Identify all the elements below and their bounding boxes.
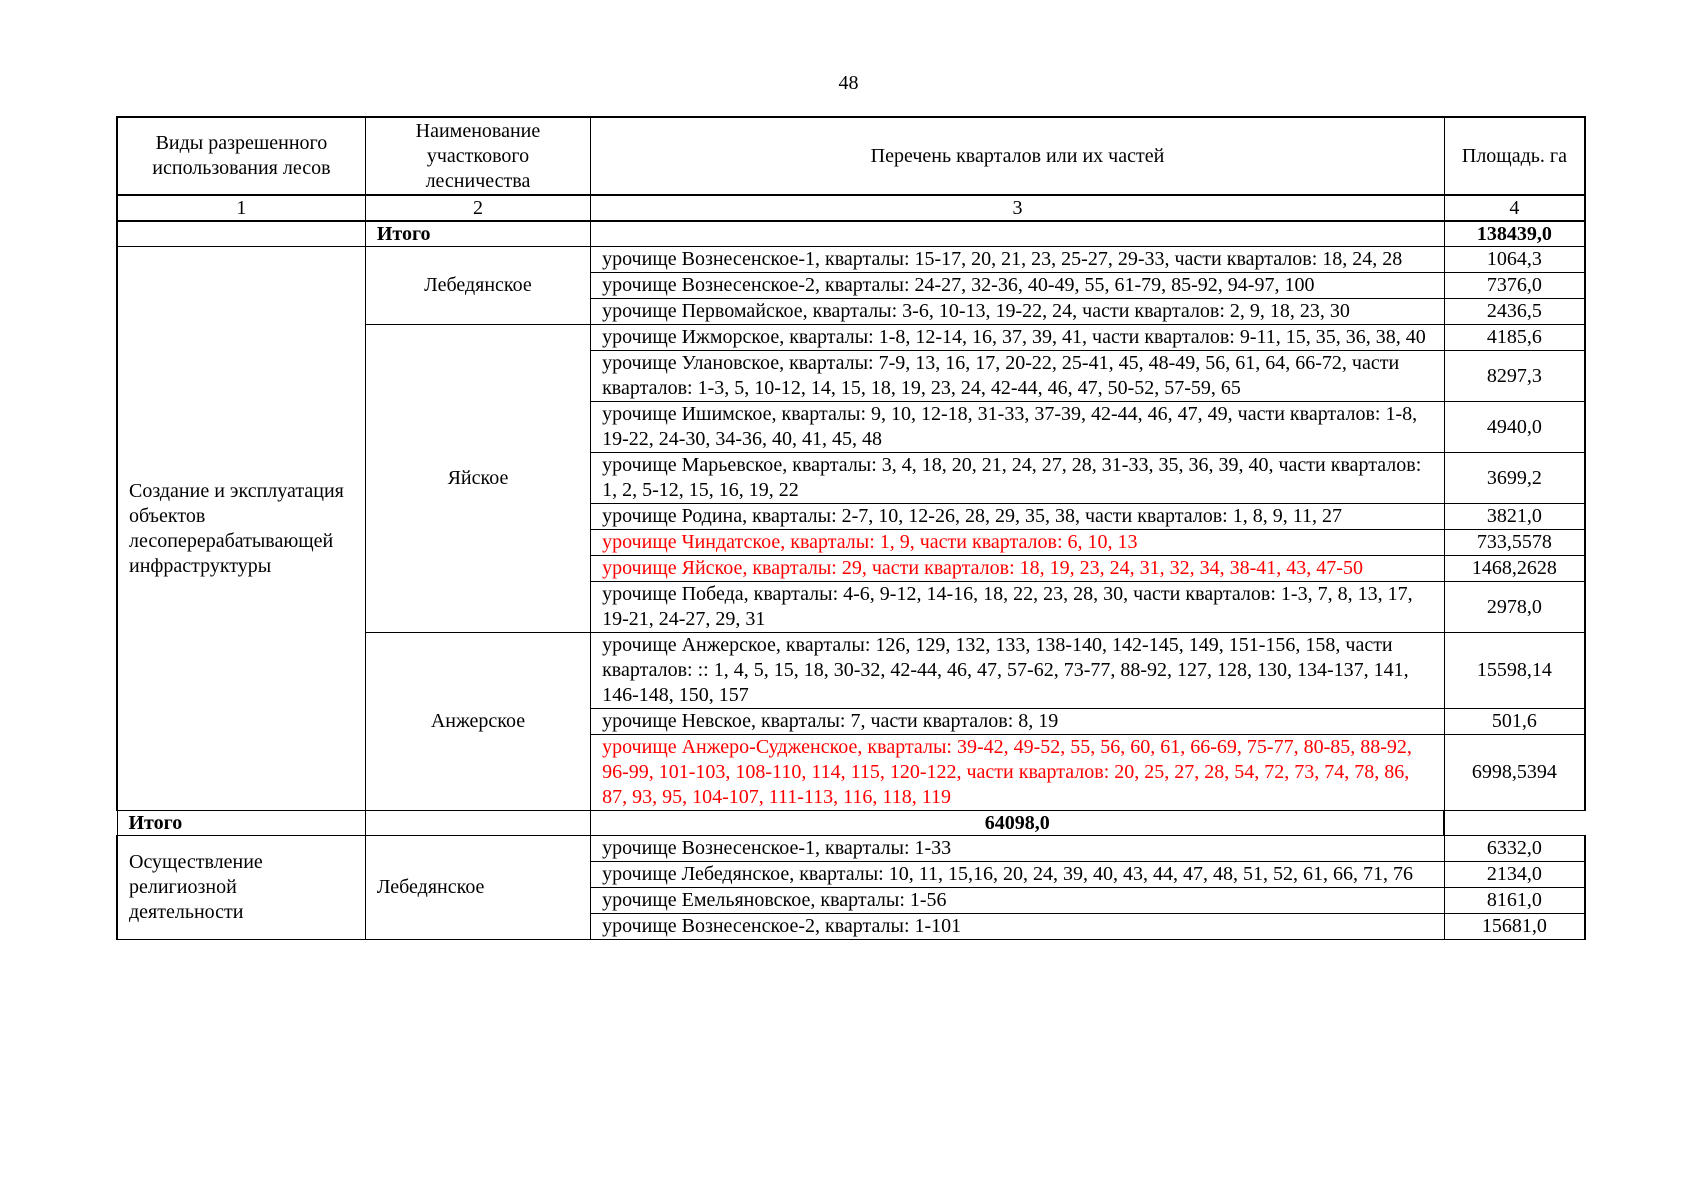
forestry-name-cell: Лебедянское (365, 836, 590, 940)
use-type-cell: Осуществление религиозной деятельности (117, 836, 365, 940)
total-label: Итого (365, 221, 590, 247)
quarters-cell: урочище Победа, кварталы: 4-6, 9-12, 14-16, 18, 22, 23, 28, 30, части кварталов: 1-3, 7, 8, 13, 17, 19-21, 24-27, 29, 31 (591, 582, 1445, 633)
area-cell: 1064,3 (1444, 247, 1585, 273)
area-cell: 1468,2628 (1444, 556, 1585, 582)
quarters-cell: урочище Марьевское, кварталы: 3, 4, 18, 20, 21, 24, 27, 28, 31-33, 35, 36, 39, 40, части кварталов: 1, 2, 5-12, 15, 16, 19, 22 (591, 453, 1445, 504)
area-cell: 501,6 (1444, 709, 1585, 735)
total-value: 64098,0 (591, 811, 1445, 836)
area-cell: 6998,5394 (1444, 735, 1585, 811)
column-number: 1 (117, 195, 365, 221)
header-forestry: Наименование участкового лесничества (365, 117, 590, 195)
area-cell: 4185,6 (1444, 325, 1585, 351)
table-row (117, 247, 1585, 273)
forestry-name-cell: Лебедянское (365, 247, 590, 325)
quarters-table (116, 116, 1586, 940)
column-number: 2 (365, 195, 590, 221)
quarters-cell: урочище Улановское, кварталы: 7-9, 13, 16, 17, 20-22, 25-41, 45, 48-49, 56, 61, 64, 66-72, части кварталов: 1-3, 5, 10-12, 14, 15, 18, 19, 23, 24, 42-44, 46, 47, 50-52, 57-59, 65 (591, 351, 1445, 402)
area-cell: 3821,0 (1444, 504, 1585, 530)
total-value: 138439,0 (1444, 221, 1585, 247)
quarters-cell: урочище Лебедянское, кварталы: 10, 11, 15,16, 20, 24, 39, 40, 43, 44, 47, 48, 51, 52, 61, 66, 71, 76 (591, 862, 1445, 888)
area-cell: 15681,0 (1444, 914, 1585, 940)
area-cell: 733,5578 (1444, 530, 1585, 556)
area-cell: 2978,0 (1444, 582, 1585, 633)
quarters-cell-highlighted: урочище Анжеро-Судженское, кварталы: 39-42, 49-52, 55, 56, 60, 61, 66-69, 75-77, 80-85, 88-92, 96-99, 101-103, 108-110, 114, 115, 120-122, части кварталов: 20, 25, 27, 28, 54, 72, 73, 74, 78, 86, 87, 93, 95, 104-107, 111-113, 116, 118, 119 (591, 735, 1445, 811)
area-cell: 3699,2 (1444, 453, 1585, 504)
quarters-cell: урочище Родина, кварталы: 2-7, 10, 12-26, 28, 29, 35, 38, части кварталов: 1, 8, 9, 11, 27 (591, 504, 1445, 530)
area-cell: 6332,0 (1444, 836, 1585, 862)
page-number: 48 (838, 72, 859, 94)
column-number: 3 (591, 195, 1445, 221)
total-label: Итого (117, 811, 365, 836)
area-cell: 4940,0 (1444, 402, 1585, 453)
quarters-cell: урочище Вознесенское-2, кварталы: 1-101 (591, 914, 1445, 940)
quarters-cell: урочище Невское, кварталы: 7, части кварталов: 8, 19 (591, 709, 1445, 735)
area-cell: 8297,3 (1444, 351, 1585, 402)
quarters-cell: урочище Вознесенское-2, кварталы: 24-27, 32-36, 40-49, 55, 61-79, 85-92, 94-97, 100 (591, 273, 1445, 299)
area-cell: 2436,5 (1444, 299, 1585, 325)
header-quarters: Перечень кварталов или их частей (591, 117, 1445, 195)
header-area: Площадь. га (1444, 117, 1585, 195)
quarters-cell-highlighted: урочище Яйское, кварталы: 29, части кварталов: 18, 19, 23, 24, 31, 32, 34, 38-41, 43, 47-50 (591, 556, 1445, 582)
quarters-cell: урочище Вознесенское-1, кварталы: 1-33 (591, 836, 1445, 862)
forestry-name-cell: Яйское (365, 325, 590, 633)
total-row (117, 221, 1585, 247)
quarters-cell: урочище Анжерское, кварталы: 126, 129, 132, 133, 138-140, 142-145, 149, 151-156, 158, части кварталов: :: 1, 4, 5, 15, 18, 30-32, 42-44, 46, 47, 57-62, 73-77, 88-92, 127, 128, 130, 134-137, 141, 146-148, 150, 157 (591, 633, 1445, 709)
quarters-cell: урочище Емельяновское, кварталы: 1-56 (591, 888, 1445, 914)
quarters-cell: урочище Вознесенское-1, кварталы: 15-17, 20, 21, 23, 25-27, 29-33, части кварталов: 18, 24, 28 (591, 247, 1445, 273)
area-cell: 7376,0 (1444, 273, 1585, 299)
forestry-name-cell: Анжерское (365, 633, 590, 811)
total-row (117, 811, 1585, 836)
table-row (117, 836, 1585, 862)
quarters-cell: урочище Первомайское, кварталы: 3-6, 10-13, 19-22, 24, части кварталов: 2, 9, 18, 23, 30 (591, 299, 1445, 325)
header-row (117, 117, 1585, 195)
quarters-cell: урочище Ижморское, кварталы: 1-8, 12-14, 16, 37, 39, 41, части кварталов: 9-11, 15, 35, 36, 38, 40 (591, 325, 1445, 351)
area-cell: 8161,0 (1444, 888, 1585, 914)
quarters-cell: урочище Ишимское, кварталы: 9, 10, 12-18, 31-33, 37-39, 42-44, 46, 47, 49, части кварталов: 1-8, 19-22, 24-30, 34-36, 40, 41, 45, 48 (591, 402, 1445, 453)
area-cell: 15598,14 (1444, 633, 1585, 709)
header-use-type: Виды разрешенного использования лесов (117, 117, 365, 195)
column-number: 4 (1444, 195, 1585, 221)
area-cell: 2134,0 (1444, 862, 1585, 888)
quarters-cell-highlighted: урочище Чиндатское, кварталы: 1, 9, части кварталов: 6, 10, 13 (591, 530, 1445, 556)
column-numbers-row (117, 195, 1585, 221)
use-type-cell: Создание и эксплуатация объектов лесоперерабатывающей инфраструктуры (117, 247, 365, 811)
